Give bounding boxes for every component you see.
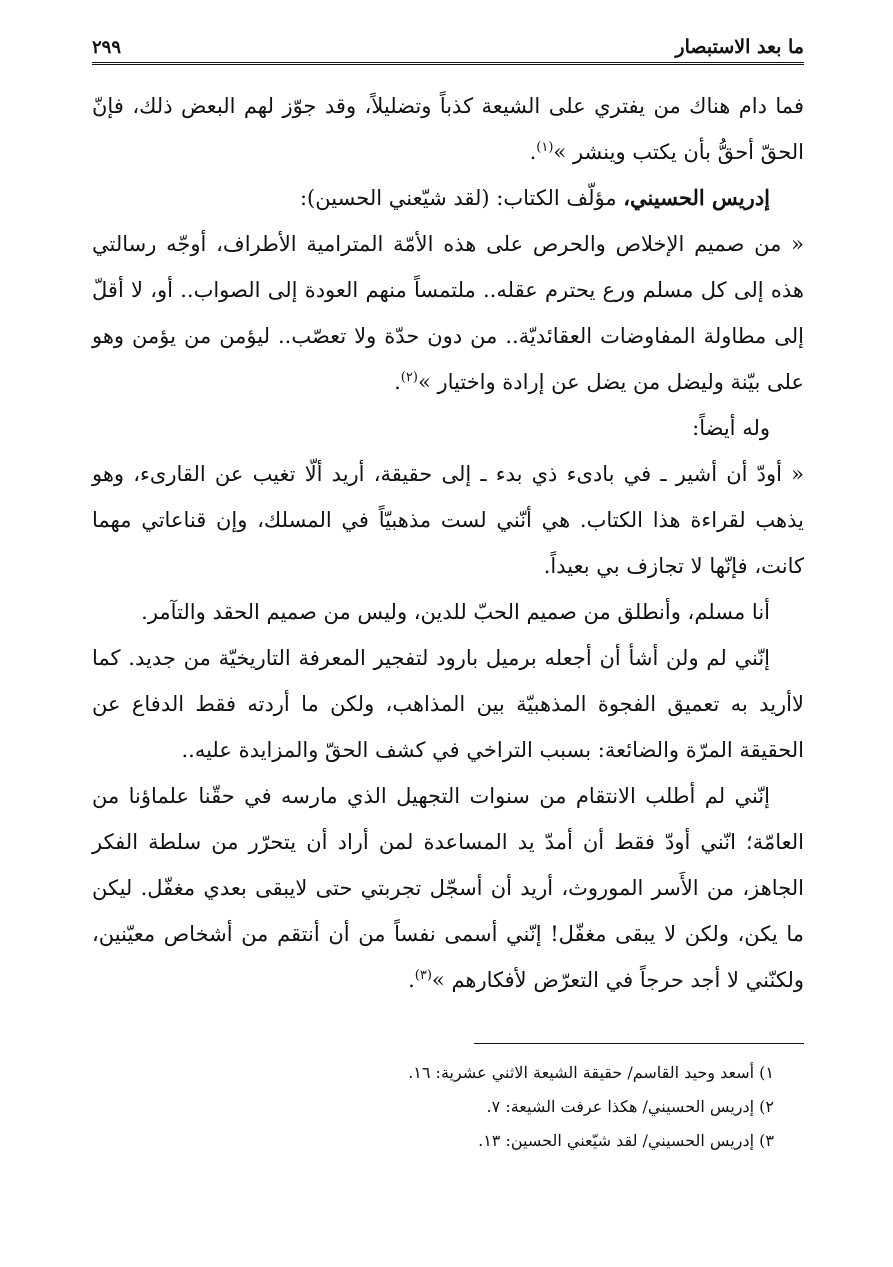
- footnote-1: ١) أسعد وحيد القاسم/ حقيقة الشيعة الاثني عشرية: ١٦.: [408, 1063, 774, 1082]
- paragraph-8: إنّني لم أطلب الانتقام من سنوات التجهيل الذي مارسه في حقّنا علماؤنا من العامّة؛ انّني أودّ فقط أن أمدّ يد المساعدة لمن أراد أن يتحرّر من سلطة الفكر الجاهز، من الأَسر الموروث، أريد أن أسجّل تجربتي حتى لايبقى بعدي مغفّل. ليكن ما يكن، ولكن لا يبقى مغفّل! إنّني أسمى نفساً من أن أنتقم من أشخاص معيّنين، ولكنّني لا أجد حرجاً في التعرّض لأفكارهم »$^{(٣)}$.: [92, 784, 804, 992]
- footnote-separator: [474, 1043, 804, 1044]
- footnotes: [92, 1056, 804, 1158]
- footnote-ref-3: (٣): [414, 968, 432, 983]
- footnote-ref-2: (٢): [400, 370, 418, 385]
- paragraph-3: « من صميم الإخلاص والحرص على هذه الأمّة المترامية الأطراف، أوجّه رسالتي هذه إلى كل مسلم ورع يحترم عقله.. ملتمساً منهم العودة إلى الصواب.. أو، لا أقلّ إلى مطاولة المفاوضات العقائديّة.. من دون حدّة ولا تعصّب.. ليؤمن من يؤمن وهو على بيّنة وليضل من يضل عن إرادة واختيار »$^{(٢)}$.: [92, 232, 804, 394]
- paragraph-5: « أودّ أن أشير ـ في بادىء ذي بدء ـ إلى حقيقة، أريد ألّا تغيب عن القارىء، وهو يذهب لقراءة هذا الكتاب. هي أنّني لست مذهبيّاً في المسلك، وإن قناعاتي مهما كانت، فإنّها لا تجازف بي بعيداً.: [92, 462, 804, 578]
- header-title: ما بعد الاستبصار: [675, 36, 804, 58]
- author-name: إدريس الحسيني،: [623, 185, 770, 210]
- page-number: ٢٩٩: [92, 37, 122, 58]
- book-page: [92, 28, 804, 1158]
- page-body: [92, 83, 804, 1003]
- footnote-3: ٣) إدريس الحسيني/ لقد شيّعني الحسين: ١٣.: [478, 1131, 774, 1150]
- paragraph-7: إنّني لم ولن أشأ أن أجعله برميل بارود لتفجير المعرفة التاريخيّة من جديد. كما لاأريد به تعميق الفجوة المذهبيّة بين المذاهب، ولكن ما أردته فقط الدفاع عن الحقيقة المرّة والضائعة: بسبب التراخي في كشف الحقّ والمزايدة عليه..: [92, 646, 804, 762]
- footnote-2: ٢) إدريس الحسيني/ هكذا عرفت الشيعة: ٧.: [486, 1097, 774, 1116]
- paragraph-1: فما دام هناك من يفتري على الشيعة كذباً وتضليلاً، وقد جوّز لهم البعض ذلك، فإنّ الحقّ أحقُّ بأن يكتب وينشر »$^{(١)}$.: [92, 94, 804, 164]
- running-header: [92, 28, 804, 65]
- paragraph-6: أنا مسلم، وأنطلق من صميم الحبّ للدين، وليس من صميم الحقد والتآمر.: [141, 600, 770, 624]
- paragraph-4: وله أيضاً:: [692, 416, 770, 440]
- paragraph-2: إدريس الحسيني، مؤلّف الكتاب: (لقد شيّعني الحسين):: [299, 185, 770, 210]
- footnote-ref-1: (١): [536, 140, 554, 155]
